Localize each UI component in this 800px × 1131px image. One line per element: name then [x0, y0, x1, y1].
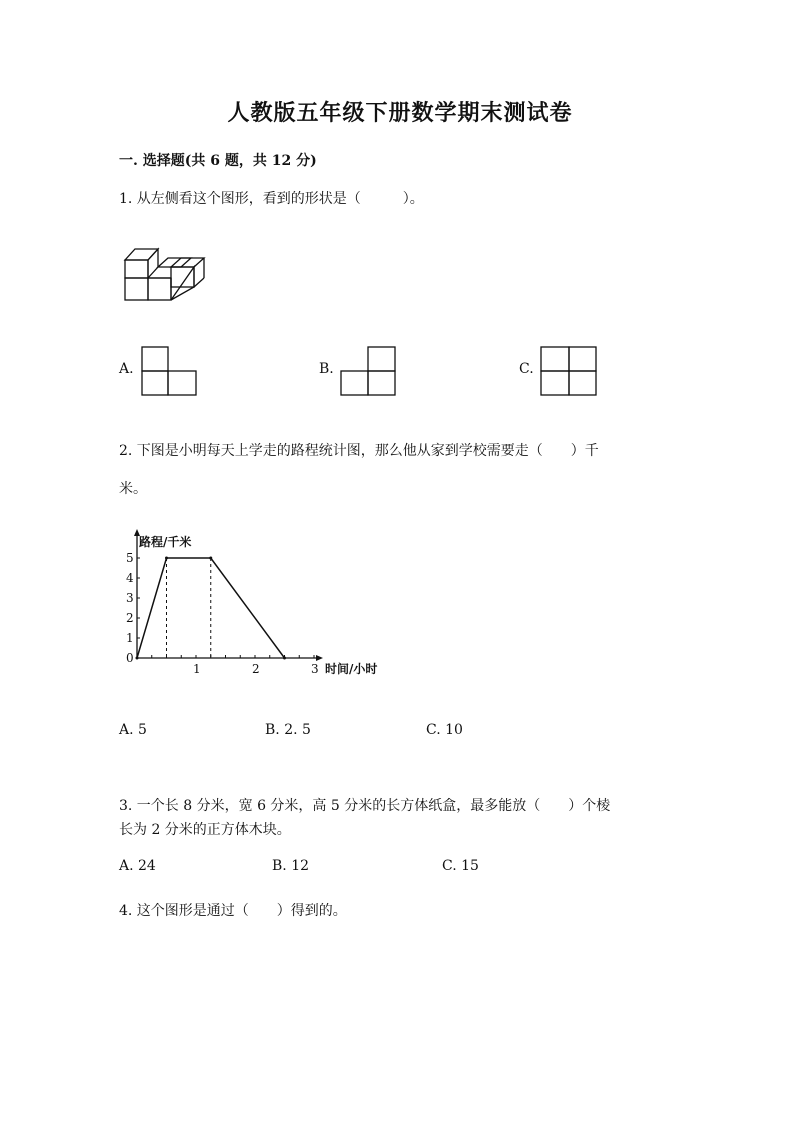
- chart-x-axis-title: 时间/小时: [325, 662, 378, 676]
- question-2-line-2: 米。: [119, 481, 147, 497]
- q1-option-a-figure: [141, 346, 201, 398]
- q1-option-c-figure: [540, 346, 600, 398]
- q2-option-b: B. 2. 5: [265, 722, 311, 738]
- question-3-line-2: 长为 2 分米的正方体木块。: [119, 822, 291, 838]
- chart-y-axis-title: 路程/千米: [139, 535, 192, 549]
- chart-data-point: [165, 557, 168, 560]
- q3-option-a: A. 24: [119, 858, 156, 874]
- q3-option-c: C. 15: [442, 858, 479, 874]
- chart-x-tick-label: 2: [252, 662, 260, 676]
- distance-time-chart: [115, 530, 415, 680]
- chart-x-tick-label: 1: [193, 662, 201, 676]
- chart-data-point: [283, 657, 286, 660]
- chart-y-tick-label: 1: [126, 631, 134, 645]
- page-title: 人教版五年级下册数学期末测试卷: [227, 100, 573, 126]
- chart-x-axis-arrow: [316, 655, 323, 661]
- q2-option-a: A. 5: [119, 722, 147, 738]
- question-2-line-1: 2. 下图是小明每天上学走的路程统计图，那么他从家到学校需要走（ ）千: [119, 443, 599, 459]
- chart-y-tick-label: 3: [126, 591, 134, 605]
- q2-option-c: C. 10: [426, 722, 463, 738]
- chart-y-tick-label: 5: [126, 551, 134, 565]
- chart-y-tick-label: 0: [126, 651, 134, 665]
- q1-option-b-figure: [340, 346, 400, 398]
- chart-data-point: [209, 557, 212, 560]
- q3-option-b: B. 12: [272, 858, 310, 874]
- chart-y-tick-label: 4: [126, 571, 134, 585]
- section-heading: 一. 选择题(共 6 题，共 12 分): [119, 153, 317, 169]
- question-3-line-1: 3. 一个长 8 分米，宽 6 分米，高 5 分米的长方体纸盒，最多能放（ ）个棱: [119, 798, 611, 814]
- q1-option-a-label: A.: [119, 361, 134, 377]
- chart-y-tick-label: 2: [126, 611, 134, 625]
- chart-data-point: [136, 657, 139, 660]
- q1-option-b-label: B.: [319, 361, 334, 377]
- chart-x-tick-label: 3: [311, 662, 319, 676]
- question-4-text: 4. 这个图形是通过（ ）得到的。: [119, 903, 347, 919]
- question-1-text: 1. 从左侧看这个图形，看到的形状是（ ）。: [119, 191, 424, 207]
- cube-stack-figure: [120, 243, 210, 303]
- q1-option-c-label: C.: [519, 361, 534, 377]
